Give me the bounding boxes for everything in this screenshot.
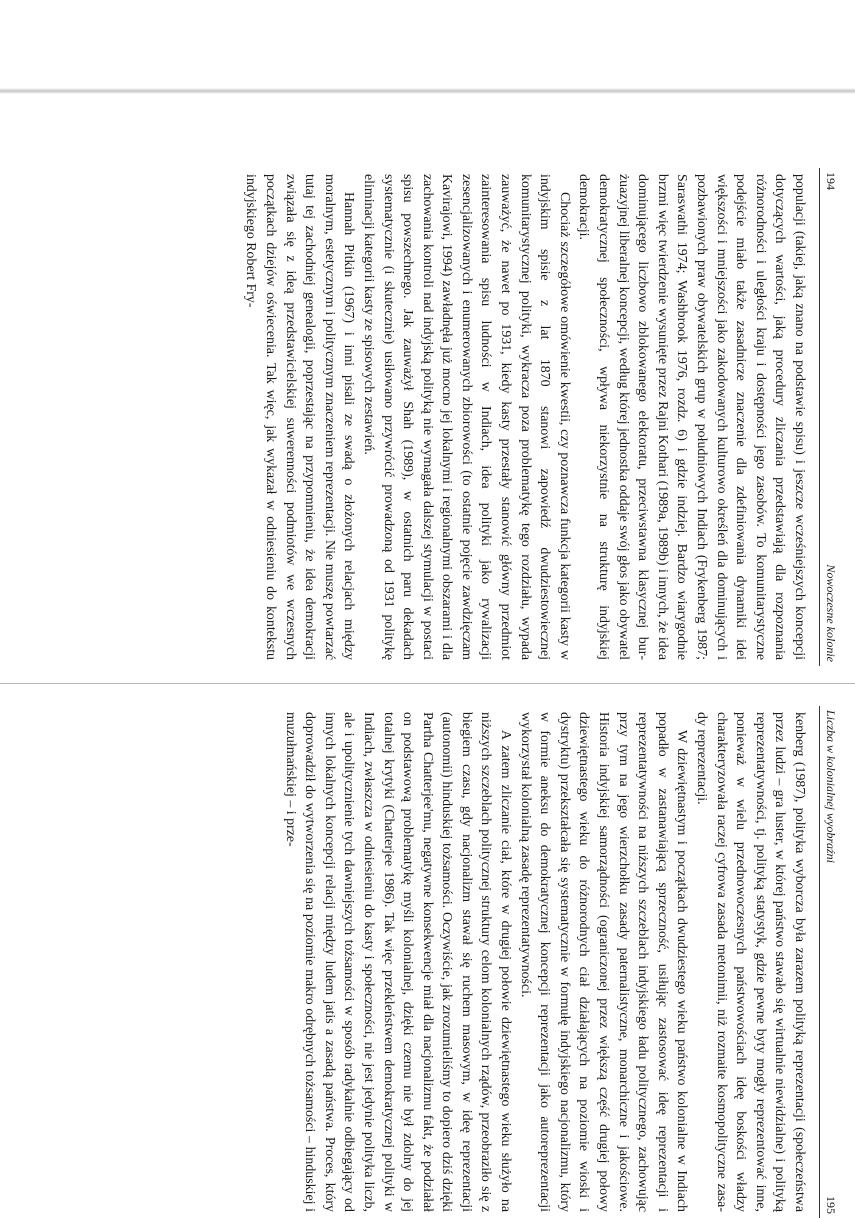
left-paragraph-3: Hannah Pitkin (1967) i inni pisali ze swadą o złożonych relacjach między moralnym, estetycznym i politycznym znaczeniem reprezentacji. Nie muszę powtarzać tutaj tej zachodniej genealogii, poprzestając na przypomnieniu, że idea demokracji związała się z ideą przedstawicielskiej suwerenności podmiotów we wczesnych początkach dziejów oświecenia. Tak więc, jak wykazał w odniesieniu do kontekstu indyjskiego Robert Fry- — [243, 174, 357, 660]
right-paragraph-3: A zatem zliczanie ciał, które w drugiej połowie dziewiętnastego wieku służyło na niższych szczeblach politycznej struktury celom kolonialnych rządów, przeobraziło się z biegiem czasu, gdy nacjonalizm stawał się ruchem masowym, w ideę reprezentacji (autonomii) hinduskiej tożsamości. Oczywiście, jak zrozumieliśmy to dopiero dziś dzięki Partha Chatterjee'mu, negatywne konsekwencje miał dla nacjonalizmu fakt, że podziałał on podstawową problematykę myśli kolonialnej, dzięki czemu nie był zdolny do jej totalnej krytyki (Chatterjee 1986). Tak więc przekleństwem demokratycznej polityki w Indiach, zwłaszcza w odniesieniu do kasty i społeczności, nie jest jedynie polityka liczb, ale i upolitycznienie tych dawniejszych tożsamości w sposób radykalnie odbiegający od innych lokalnych koncepcji relacji między ludem jatis a zasadą państwa. Proces, który doprowadził do wytworzenia się na poziomie makro odrębnych tożsamości – hinduskiej i muzułmańskiej – i prze- — [282, 712, 514, 1212]
right-running-head — [819, 706, 838, 1218]
left-page-number: 194 — [824, 172, 838, 190]
left-body-text — [241, 168, 809, 666]
left-paragraph-1: populacji (takiej, jaką znano na podstawie spisu) i jeszcze wcześniejszych koncepcji dotyczących wartości, jaką procedury zliczania przedstawiają dla rozpoznania różnorodności i uległości kraju i dostępności jego zasobów. To komunitarystyczne podejście miało także zasadnicze znaczenie dla zdefiniowania dynamiki idei większości i mniejszości jako zakodowanych kulturowo określeń dla dominujących i pozbawionych praw obywatelskich grup w południowych Indiach (Frykenberg 1987; Saraswathi 1974; Washbrook 1976, rozdz. 6) i gdzie indziej. Bardzo wiarygodnie brzmi więc twierdzenie wysunięte przez Rajni Kothari (1989a, 1989b) i innych, że idea dominującego liczbowo zblokowanego elektoratu, przeciwstawna klasycznej burżuazyjnej liberalnej koncepcji, według której jednostka oddaje swój głos jako obywatel demokratycznej społeczności, wpływa niekorzystnie na strukturę indyjskiej demokracji. — [576, 174, 807, 660]
left-running-head — [819, 168, 838, 666]
right-page — [0, 706, 838, 1218]
right-paragraph-1: kenberg (1987), polityka wyborcza była zarazem polityką reprezentacji (społeczeństwa przez ludzi – gra luster, w której państwo stawało się wirtualnie niewidzialne) i polityką reprezentatywności, tj. polityką statystyk, gdzie pewne byty mogły reprezentować inne, ponieważ w wielu przednowoczesnych państwowościach ideę boskości władzy charakteryzowała raczej cyfrowa zasada metonimii, niż rozmaite kosmopolityczne zasady reprezentacji. — [694, 712, 807, 1212]
left-running-title: Nowoczesne kolonie — [824, 564, 838, 662]
right-running-title: Liczba w kolonialnej wyobraźni — [824, 710, 838, 863]
right-page-number: 195 — [824, 1196, 838, 1214]
right-paragraph-2: W dziewiętnastym i początkach dwudziestego wieku państwo kolonialne w Indiach popadło w zastanawiającą sprzeczność, usiłując zastosować ideę reprezentacji i reprezentatywności na niższych szczeblach indyjskiego ładu politycznego, zachowując przy tym na jego wierzchołku zasady paternalistyczne, monarchiczne i jakościowe. Historia indyjskiej samorządności (ograniczonej przez większą część drugiej połowy dziewiętnastego wieku do różnorodnych ciał działających na poziomie wioski i dystryktu) przekształcała się systematycznie w formułę indyjskiego nacjonalizmu, który w formie aneksu do demokratycznej koncepcji reprezentacji jako autoreprezentacji wykorzystał kolonialną zasadę reprezentatywności. — [517, 712, 690, 1212]
page-fold-line — [0, 683, 855, 684]
scan-edge-shadow — [0, 88, 855, 94]
left-paragraph-2: Chociaż szczegółowe omówienie kwestii, czy poznawcza funkcja kategorii kasty w indyjskim spisie z lat 1870 stanowi zapowiedź dwudziestowiecznej komunitarystycznej polityki, wykracza poza problematykę tego rozdziału, wypada zauważyć, że nawet po 1931, kiedy kasty przestały stanowić główny przedmiot zainteresowania spisu ludności w Indiach, idea polityki jako rywalizacji zesencjalizowanych i enumerowanych zbiorowości (to ostatnie pojęcie zawdzięczam Kavirajowi, 1994) zawładnęła już mocno jej lokalnymi i regionalnymi obszarami i dla zachowania kontroli nad indyjską polityką nie wymagała dalszej stymulacji w postaci spisu powszechnego. Jak zauważył Shah (1989), w ostatnich paru dekadach systematycznie (i skutecznie) usiłowano przywrócić prowadzoną od 1931 politykę eliminacji kategorii kasty ze spisowych zestawień. — [360, 174, 572, 660]
right-body-text — [280, 706, 809, 1218]
left-page — [0, 168, 838, 666]
